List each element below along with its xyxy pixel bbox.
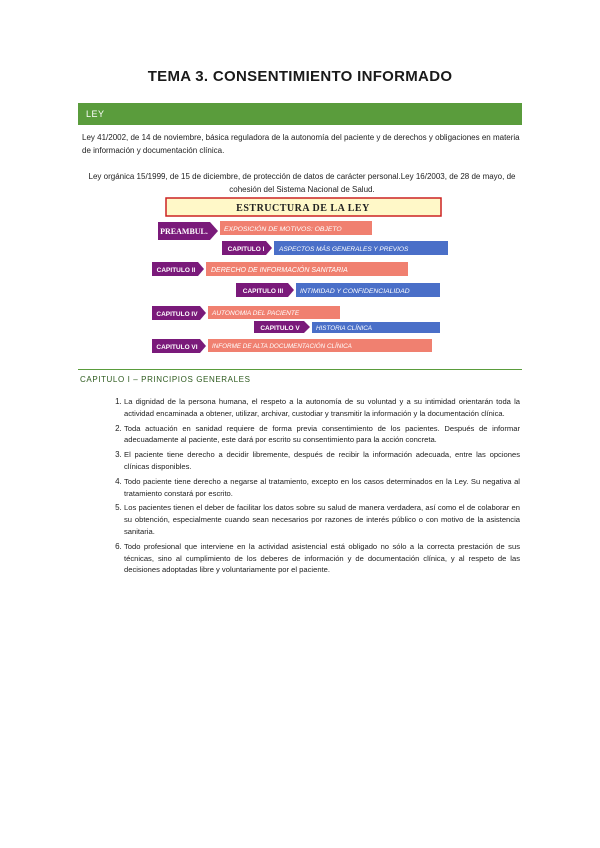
cap4-label: CAPITULO IV <box>156 311 198 318</box>
cap1-desc: ASPECTOS MÁS GENERALES Y PREVIOS <box>279 246 409 253</box>
cap2-label: CAPITULO II <box>156 267 196 274</box>
list-item: 2. Toda actuación en sanidad requiere de forma previa consentimiento de los pacientes. Después de informar adecuadamente al paciente, este dará por escrito su consentimiento para la acción concreta. <box>124 423 520 447</box>
preambulo-label: PREAMBUL. <box>160 227 208 236</box>
principles-list <box>102 396 520 579</box>
cap5-label: CAPITULO V <box>260 325 300 332</box>
cap5-desc: HISTORIA CLÍNICA <box>316 325 372 332</box>
cap3-label: CAPITULO III <box>242 288 284 295</box>
list-item: 6. Todo profesional que interviene en la actividad asistencial está obligado no sólo a la correcta prestación de sus técnicas, sino al cumplimiento de los deberes de información y de documentación clínica, y al respeto de las decisiones adoptadas libre y voluntariamente por el paciente. <box>124 541 520 576</box>
list-item: 4. Todo paciente tiene derecho a negarse al tratamiento, excepto en los casos determinados en la Ley. Su negativa al tratamiento constará por escrito. <box>124 476 520 500</box>
page-title: TEMA 3. CONSENTIMIENTO INFORMADO <box>147 68 453 85</box>
cap2-desc: DERECHO DE INFORMACIÓN SANITARIA <box>211 267 348 274</box>
cap6-label: CAPITULO VI <box>156 344 198 351</box>
ley-section-header: LEY <box>78 103 522 125</box>
list-item: 3. El paciente tiene derecho a decidir libremente, después de recibir la información adecuada, entre las opciones clínicas disponibles. <box>124 449 520 473</box>
cap4-desc: AUTONOMIA DEL PACIENTE <box>212 310 300 317</box>
list-item: 1. La dignidad de la persona humana, el respeto a la autonomía de su voluntad y a su intimidad orientarán toda la actividad encaminada a obtener, utilizar, archivar, custodiar y transmitir la información y la documentación clínica. <box>124 396 520 420</box>
law-41-2002-paragraph: Ley 41/2002, de 14 de noviembre, básica reguladora de la autonomía del paciente y de derechos y obligaciones en materia de información y documentación clínica. <box>82 133 520 155</box>
section-title: CAPITULO I – PRINCIPIOS GENERALES <box>80 375 251 384</box>
exposicion-label: EXPOSICIÓN DE MOTIVOS: OBJETO <box>224 226 342 233</box>
list-item: 5. Los pacientes tienen el deber de facilitar los datos sobre su salud de manera verdadera, así como el de colaborar en su obtención, especialmente cuando sean necesarios por razones de interés público o con motivo de la asistencia sanitaria. <box>124 502 520 537</box>
cap6-desc: INFORME DE ALTA DOCUMENTACIÓN CLÍNICA <box>212 343 352 350</box>
cap3-desc: INTIMIDAD Y CONFIDENCIALIDAD <box>300 288 410 295</box>
section-divider <box>78 369 522 370</box>
law-structure-diagram <box>0 0 600 360</box>
law-15-1999-paragraph: Ley orgánica 15/1999, de 15 de diciembre, de protección de datos de carácter personal.Ley 16/2003, de 28 de mayo, de cohesión del Sistema Nacional de Salud. <box>88 172 516 194</box>
cap1-label: CAPITULO I <box>227 246 265 253</box>
diagram-heading: ESTRUCTURA DE LA LEY <box>236 203 370 214</box>
